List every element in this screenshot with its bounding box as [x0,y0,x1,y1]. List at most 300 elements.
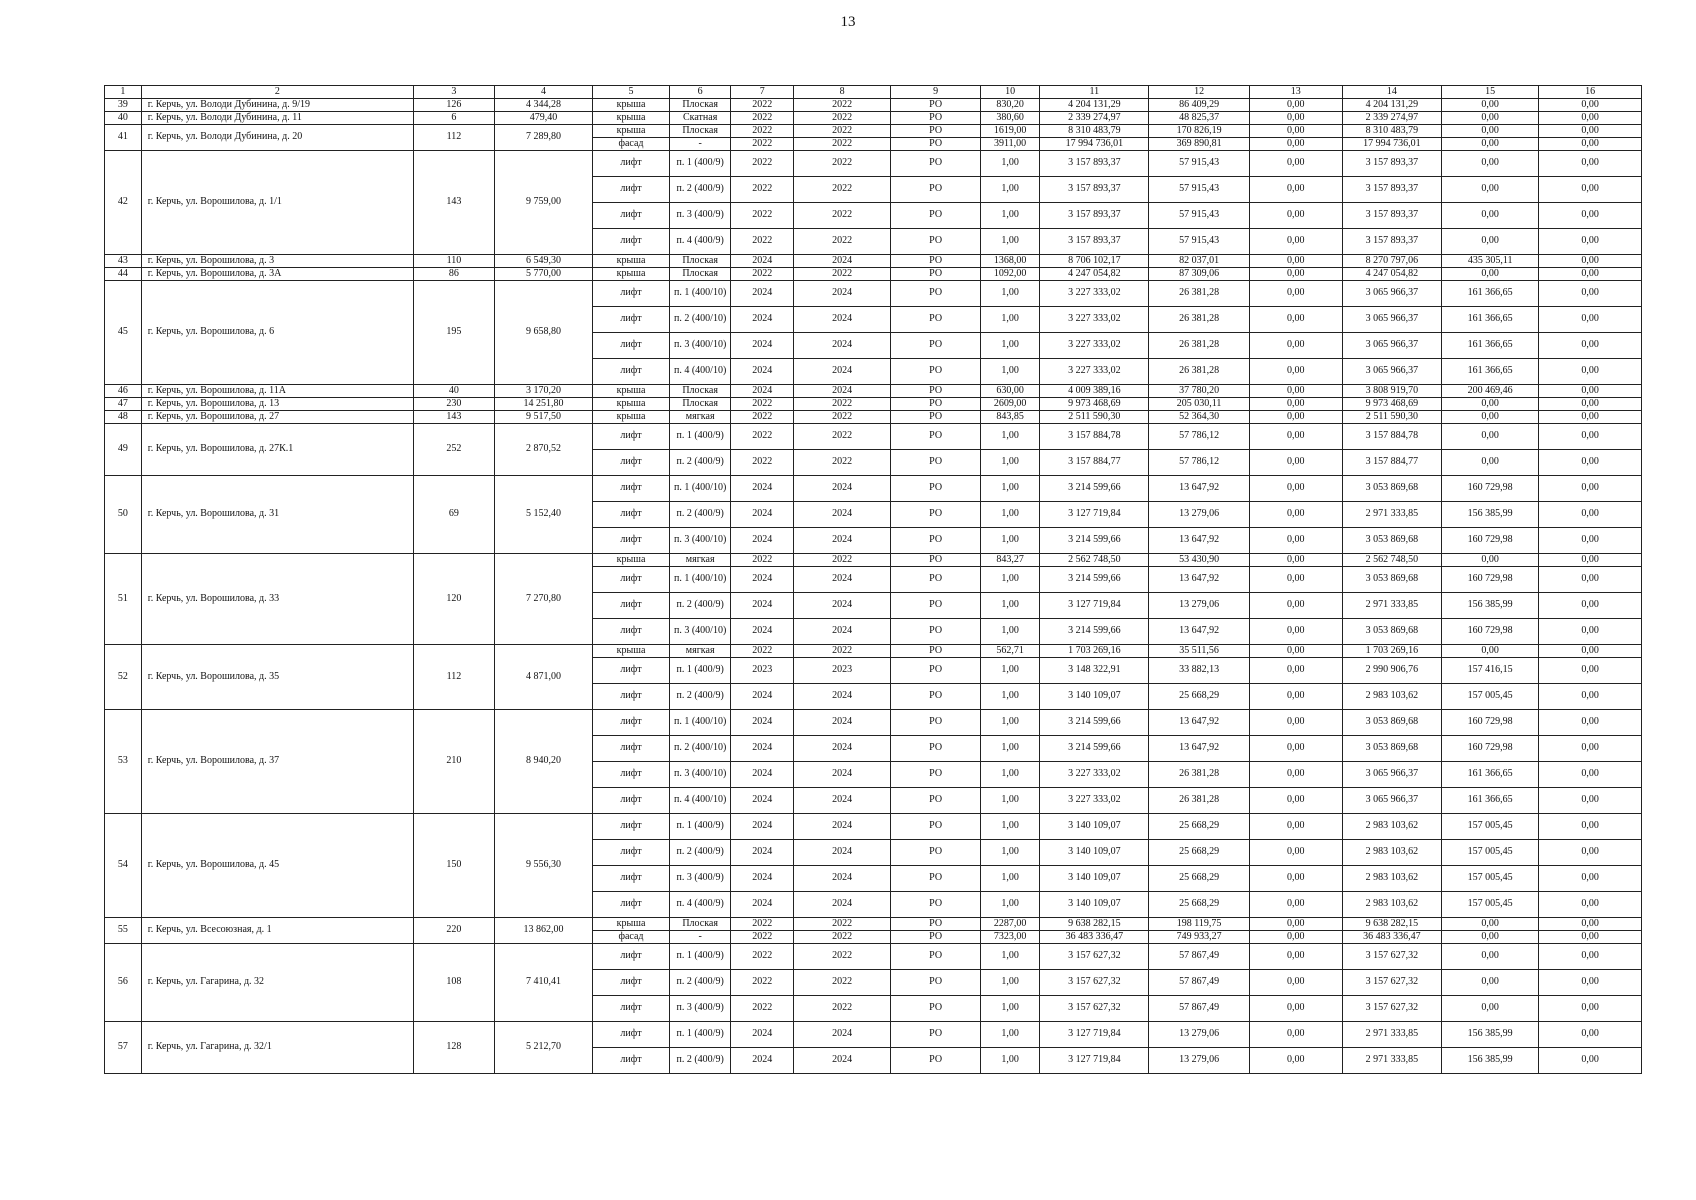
column-5-value: лифт [593,788,670,814]
column-9-value: РО [891,502,981,528]
column-10-value: 1,00 [980,476,1039,502]
column-14-value: 2 971 333,85 [1342,1022,1441,1048]
column-11-value: 1 703 269,16 [1040,645,1149,658]
column-3-value: 6 [413,112,494,125]
column-9-value: РО [891,1022,981,1048]
column-11-value: 3 157 627,32 [1040,996,1149,1022]
column-6-value: Плоская [669,255,731,268]
column-12-value: 57 867,49 [1149,996,1249,1022]
column-15-value: 0,00 [1442,931,1539,944]
column-11-value: 3 227 333,02 [1040,281,1149,307]
column-14-value: 2 990 906,76 [1342,658,1441,684]
column-5-value: крыша [593,268,670,281]
column-7-value: 2024 [731,528,794,554]
house-address: г. Керчь, ул. Ворошилова, д. 13 [141,398,413,411]
column-9-value: РО [891,151,981,177]
column-7-value: 2022 [731,554,794,567]
column-7-value: 2022 [731,970,794,996]
column-8-value: 2022 [794,450,891,476]
record-number: 49 [105,424,142,476]
column-9-value: РО [891,99,981,112]
column-6-value: п. 2 (400/10) [669,307,731,333]
column-3-value: 230 [413,398,494,411]
column-16-value: 0,00 [1539,151,1642,177]
column-10-value: 630,00 [980,385,1039,398]
column-7-value: 2024 [731,710,794,736]
column-5-value: лифт [593,658,670,684]
column-9-value: РО [891,996,981,1022]
column-4-value: 6 549,30 [494,255,592,268]
column-11-value: 3 157 884,77 [1040,450,1149,476]
column-5-value: крыша [593,554,670,567]
column-14-value: 9 638 282,15 [1342,918,1441,931]
column-11-value: 3 214 599,66 [1040,710,1149,736]
column-13-value: 0,00 [1249,99,1342,112]
column-9-value: РО [891,398,981,411]
column-number-4: 4 [494,86,592,99]
column-5-value: крыша [593,385,670,398]
column-8-value: 2022 [794,411,891,424]
column-7-value: 2024 [731,567,794,593]
column-6-value: п. 1 (400/10) [669,476,731,502]
column-8-value: 2024 [794,593,891,619]
column-16-value: 0,00 [1539,281,1642,307]
column-3-value: 120 [413,554,494,645]
column-14-value: 3 053 869,68 [1342,528,1441,554]
column-14-value: 3 065 966,37 [1342,359,1441,385]
column-10-value: 1619,00 [980,125,1039,138]
column-14-value: 3 065 966,37 [1342,307,1441,333]
column-15-value: 0,00 [1442,645,1539,658]
column-8-value: 2022 [794,645,891,658]
column-13-value: 0,00 [1249,814,1342,840]
column-8-value: 2024 [794,840,891,866]
column-9-value: РО [891,593,981,619]
column-12-value: 57 786,12 [1149,424,1249,450]
column-6-value: мягкая [669,554,731,567]
column-13-value: 0,00 [1249,710,1342,736]
column-10-value: 1,00 [980,229,1039,255]
column-14-value: 3 053 869,68 [1342,736,1441,762]
column-9-value: РО [891,255,981,268]
column-9-value: РО [891,645,981,658]
column-3-value: 126 [413,99,494,112]
column-13-value: 0,00 [1249,892,1342,918]
house-address: г. Керчь, ул. Ворошилова, д. 45 [141,814,413,918]
column-7-value: 2022 [731,411,794,424]
column-4-value: 7 270,80 [494,554,592,645]
column-12-value: 205 030,11 [1149,398,1249,411]
column-16-value: 0,00 [1539,359,1642,385]
column-16-value: 0,00 [1539,710,1642,736]
record-number: 46 [105,385,142,398]
table-row [105,476,1642,502]
record-number: 41 [105,125,142,151]
column-15-value: 157 005,45 [1442,684,1539,710]
table-row [105,411,1642,424]
column-7-value: 2024 [731,814,794,840]
column-6-value: п. 2 (400/9) [669,502,731,528]
column-14-value: 3 808 919,70 [1342,385,1441,398]
column-14-value: 2 562 748,50 [1342,554,1441,567]
column-5-value: лифт [593,424,670,450]
column-15-value: 161 366,65 [1442,762,1539,788]
column-11-value: 3 157 893,37 [1040,151,1149,177]
column-16-value: 0,00 [1539,255,1642,268]
column-13-value: 0,00 [1249,424,1342,450]
column-5-value: лифт [593,619,670,645]
column-10-value: 7323,00 [980,931,1039,944]
column-13-value: 0,00 [1249,528,1342,554]
column-10-value: 1,00 [980,1022,1039,1048]
column-16-value: 0,00 [1539,203,1642,229]
column-16-value: 0,00 [1539,229,1642,255]
column-8-value: 2022 [794,112,891,125]
column-8-value: 2022 [794,931,891,944]
column-8-value: 2024 [794,1022,891,1048]
column-5-value: фасад [593,138,670,151]
column-5-value: крыша [593,411,670,424]
column-7-value: 2024 [731,788,794,814]
column-12-value: 25 668,29 [1149,866,1249,892]
column-6-value: п. 2 (400/9) [669,450,731,476]
column-15-value: 0,00 [1442,918,1539,931]
column-9-value: РО [891,892,981,918]
column-6-value: Плоская [669,398,731,411]
column-11-value: 3 227 333,02 [1040,307,1149,333]
column-13-value: 0,00 [1249,1048,1342,1074]
column-5-value: лифт [593,840,670,866]
column-11-value: 3 127 719,84 [1040,593,1149,619]
house-address: г. Керчь, ул. Володи Дубинина, д. 20 [141,125,413,151]
column-13-value: 0,00 [1249,398,1342,411]
column-16-value: 0,00 [1539,918,1642,931]
record-number: 43 [105,255,142,268]
page-number: 13 [840,14,856,30]
column-7-value: 2022 [731,931,794,944]
column-10-value: 843,85 [980,411,1039,424]
column-6-value: п. 1 (400/9) [669,814,731,840]
column-16-value: 0,00 [1539,138,1642,151]
house-address: г. Керчь, ул. Ворошилова, д. 3 [141,255,413,268]
column-8-value: 2022 [794,424,891,450]
column-5-value: крыша [593,125,670,138]
column-10-value: 1,00 [980,450,1039,476]
column-8-value: 2022 [794,554,891,567]
column-5-value: лифт [593,203,670,229]
column-16-value: 0,00 [1539,476,1642,502]
column-13-value: 0,00 [1249,268,1342,281]
column-16-value: 0,00 [1539,554,1642,567]
column-8-value: 2024 [794,307,891,333]
column-11-value: 17 994 736,01 [1040,138,1149,151]
column-10-value: 1,00 [980,528,1039,554]
column-16-value: 0,00 [1539,268,1642,281]
column-13-value: 0,00 [1249,788,1342,814]
table-row [105,255,1642,268]
house-address: г. Керчь, ул. Ворошилова, д. 11А [141,385,413,398]
column-5-value: лифт [593,151,670,177]
column-number-13: 13 [1249,86,1342,99]
column-9-value: РО [891,138,981,151]
record-number: 42 [105,151,142,255]
column-15-value: 161 366,65 [1442,307,1539,333]
record-number: 47 [105,398,142,411]
column-9-value: РО [891,944,981,970]
table-row [105,151,1642,177]
column-15-value: 0,00 [1442,229,1539,255]
column-11-value: 3 227 333,02 [1040,762,1149,788]
column-3-value: 86 [413,268,494,281]
column-12-value: 48 825,37 [1149,112,1249,125]
column-10-value: 1,00 [980,658,1039,684]
column-16-value: 0,00 [1539,99,1642,112]
column-7-value: 2022 [731,99,794,112]
table-row [105,385,1642,398]
column-13-value: 0,00 [1249,359,1342,385]
column-14-value: 4 247 054,82 [1342,268,1441,281]
column-11-value: 3 157 893,37 [1040,177,1149,203]
house-address: г. Керчь, ул. Ворошилова, д. 27К.1 [141,424,413,476]
column-10-value: 2287,00 [980,918,1039,931]
column-5-value: лифт [593,476,670,502]
column-6-value: п. 1 (400/9) [669,1022,731,1048]
column-12-value: 26 381,28 [1149,307,1249,333]
table-row [105,112,1642,125]
column-5-value: лифт [593,710,670,736]
column-12-value: 26 381,28 [1149,359,1249,385]
table-row [105,268,1642,281]
column-3-value: 143 [413,151,494,255]
column-12-value: 82 037,01 [1149,255,1249,268]
house-address: г. Керчь, ул. Ворошилова, д. 27 [141,411,413,424]
column-9-value: РО [891,788,981,814]
column-13-value: 0,00 [1249,645,1342,658]
column-13-value: 0,00 [1249,255,1342,268]
column-15-value: 160 729,98 [1442,736,1539,762]
column-7-value: 2024 [731,762,794,788]
column-15-value: 0,00 [1442,398,1539,411]
column-15-value: 0,00 [1442,450,1539,476]
column-12-value: 13 647,92 [1149,710,1249,736]
column-8-value: 2024 [794,502,891,528]
column-4-value: 5 212,70 [494,1022,592,1074]
column-12-value: 57 915,43 [1149,151,1249,177]
column-9-value: РО [891,177,981,203]
column-10-value: 1,00 [980,1048,1039,1074]
house-address: г. Керчь, ул. Ворошилова, д. 31 [141,476,413,554]
column-3-value: 150 [413,814,494,918]
column-11-value: 3 127 719,84 [1040,502,1149,528]
table-row [105,554,1642,567]
table-row [105,125,1642,138]
column-10-value: 1,00 [980,203,1039,229]
column-13-value: 0,00 [1249,944,1342,970]
column-8-value: 2022 [794,996,891,1022]
column-16-value: 0,00 [1539,658,1642,684]
column-11-value: 3 214 599,66 [1040,736,1149,762]
column-16-value: 0,00 [1539,736,1642,762]
column-6-value: п. 2 (400/9) [669,684,731,710]
column-10-value: 1,00 [980,840,1039,866]
column-4-value: 2 870,52 [494,424,592,476]
column-11-value: 3 214 599,66 [1040,567,1149,593]
column-14-value: 3 065 966,37 [1342,788,1441,814]
column-12-value: 26 381,28 [1149,333,1249,359]
column-6-value: п. 3 (400/10) [669,333,731,359]
record-number: 40 [105,112,142,125]
column-11-value: 9 638 282,15 [1040,918,1149,931]
record-number: 52 [105,645,142,710]
column-13-value: 0,00 [1249,450,1342,476]
column-11-value: 3 227 333,02 [1040,788,1149,814]
column-13-value: 0,00 [1249,658,1342,684]
column-8-value: 2022 [794,944,891,970]
column-15-value: 0,00 [1442,944,1539,970]
column-9-value: РО [891,450,981,476]
column-7-value: 2022 [731,177,794,203]
column-4-value: 479,40 [494,112,592,125]
column-8-value: 2022 [794,398,891,411]
column-10-value: 1,00 [980,866,1039,892]
column-11-value: 3 127 719,84 [1040,1022,1149,1048]
house-address: г. Керчь, ул. Ворошилова, д. 6 [141,281,413,385]
column-9-value: РО [891,112,981,125]
column-3-value: 112 [413,645,494,710]
column-6-value: п. 2 (400/10) [669,736,731,762]
column-13-value: 0,00 [1249,411,1342,424]
column-12-value: 13 279,06 [1149,593,1249,619]
column-5-value: лифт [593,1048,670,1074]
column-13-value: 0,00 [1249,1022,1342,1048]
column-9-value: РО [891,567,981,593]
column-5-value: лифт [593,567,670,593]
column-10-value: 830,20 [980,99,1039,112]
column-7-value: 2022 [731,450,794,476]
column-10-value: 1,00 [980,944,1039,970]
column-12-value: 13 279,06 [1149,1022,1249,1048]
column-5-value: лифт [593,359,670,385]
column-6-value: Скатная [669,112,731,125]
column-11-value: 3 214 599,66 [1040,619,1149,645]
column-16-value: 0,00 [1539,177,1642,203]
record-number: 48 [105,411,142,424]
column-14-value: 3 157 627,32 [1342,970,1441,996]
column-5-value: крыша [593,918,670,931]
column-15-value: 0,00 [1442,268,1539,281]
column-13-value: 0,00 [1249,229,1342,255]
column-4-value: 7 289,80 [494,125,592,151]
column-14-value: 3 065 966,37 [1342,762,1441,788]
column-5-value: лифт [593,944,670,970]
column-7-value: 2024 [731,307,794,333]
column-15-value: 0,00 [1442,138,1539,151]
column-8-value: 2024 [794,814,891,840]
column-14-value: 3 053 869,68 [1342,710,1441,736]
column-3-value: 108 [413,944,494,1022]
column-8-value: 2022 [794,268,891,281]
table-row [105,398,1642,411]
column-15-value: 157 005,45 [1442,814,1539,840]
column-16-value: 0,00 [1539,970,1642,996]
column-4-value: 8 940,20 [494,710,592,814]
column-7-value: 2024 [731,892,794,918]
column-7-value: 2022 [731,996,794,1022]
column-4-value: 5 152,40 [494,476,592,554]
column-5-value: крыша [593,255,670,268]
column-10-value: 843,27 [980,554,1039,567]
column-9-value: РО [891,307,981,333]
column-10-value: 1368,00 [980,255,1039,268]
column-15-value: 160 729,98 [1442,476,1539,502]
table-row [105,99,1642,112]
column-15-value: 161 366,65 [1442,333,1539,359]
column-9-value: РО [891,528,981,554]
column-14-value: 2 983 103,62 [1342,814,1441,840]
column-15-value: 161 366,65 [1442,281,1539,307]
column-10-value: 1,00 [980,970,1039,996]
record-number: 53 [105,710,142,814]
column-5-value: фасад [593,931,670,944]
record-number: 44 [105,268,142,281]
column-7-value: 2024 [731,866,794,892]
column-9-value: РО [891,424,981,450]
column-5-value: лифт [593,814,670,840]
column-12-value: 13 279,06 [1149,1048,1249,1074]
column-13-value: 0,00 [1249,203,1342,229]
column-12-value: 25 668,29 [1149,684,1249,710]
column-6-value: - [669,931,731,944]
column-4-value: 9 658,80 [494,281,592,385]
column-13-value: 0,00 [1249,307,1342,333]
column-9-value: РО [891,840,981,866]
column-9-value: РО [891,268,981,281]
column-6-value: п. 3 (400/9) [669,996,731,1022]
column-6-value: п. 1 (400/10) [669,281,731,307]
table-row [105,424,1642,450]
column-12-value: 35 511,56 [1149,645,1249,658]
column-16-value: 0,00 [1539,411,1642,424]
column-5-value: лифт [593,528,670,554]
column-13-value: 0,00 [1249,684,1342,710]
column-6-value: п. 2 (400/9) [669,840,731,866]
house-address: г. Керчь, ул. Ворошилова, д. 1/1 [141,151,413,255]
column-13-value: 0,00 [1249,736,1342,762]
column-8-value: 2024 [794,736,891,762]
column-10-value: 380,60 [980,112,1039,125]
column-14-value: 2 971 333,85 [1342,1048,1441,1074]
column-16-value: 0,00 [1539,814,1642,840]
column-12-value: 86 409,29 [1149,99,1249,112]
column-10-value: 1,00 [980,684,1039,710]
column-number-15: 15 [1442,86,1539,99]
column-8-value: 2022 [794,970,891,996]
column-3-value: 40 [413,385,494,398]
column-5-value: лифт [593,450,670,476]
column-14-value: 3 065 966,37 [1342,333,1441,359]
column-4-value: 4 871,00 [494,645,592,710]
column-9-value: РО [891,931,981,944]
column-13-value: 0,00 [1249,333,1342,359]
column-14-value: 2 983 103,62 [1342,840,1441,866]
column-6-value: п. 3 (400/10) [669,762,731,788]
column-10-value: 1,00 [980,814,1039,840]
house-address: г. Керчь, ул. Володи Дубинина, д. 11 [141,112,413,125]
column-13-value: 0,00 [1249,502,1342,528]
column-7-value: 2024 [731,385,794,398]
column-16-value: 0,00 [1539,931,1642,944]
record-number: 45 [105,281,142,385]
